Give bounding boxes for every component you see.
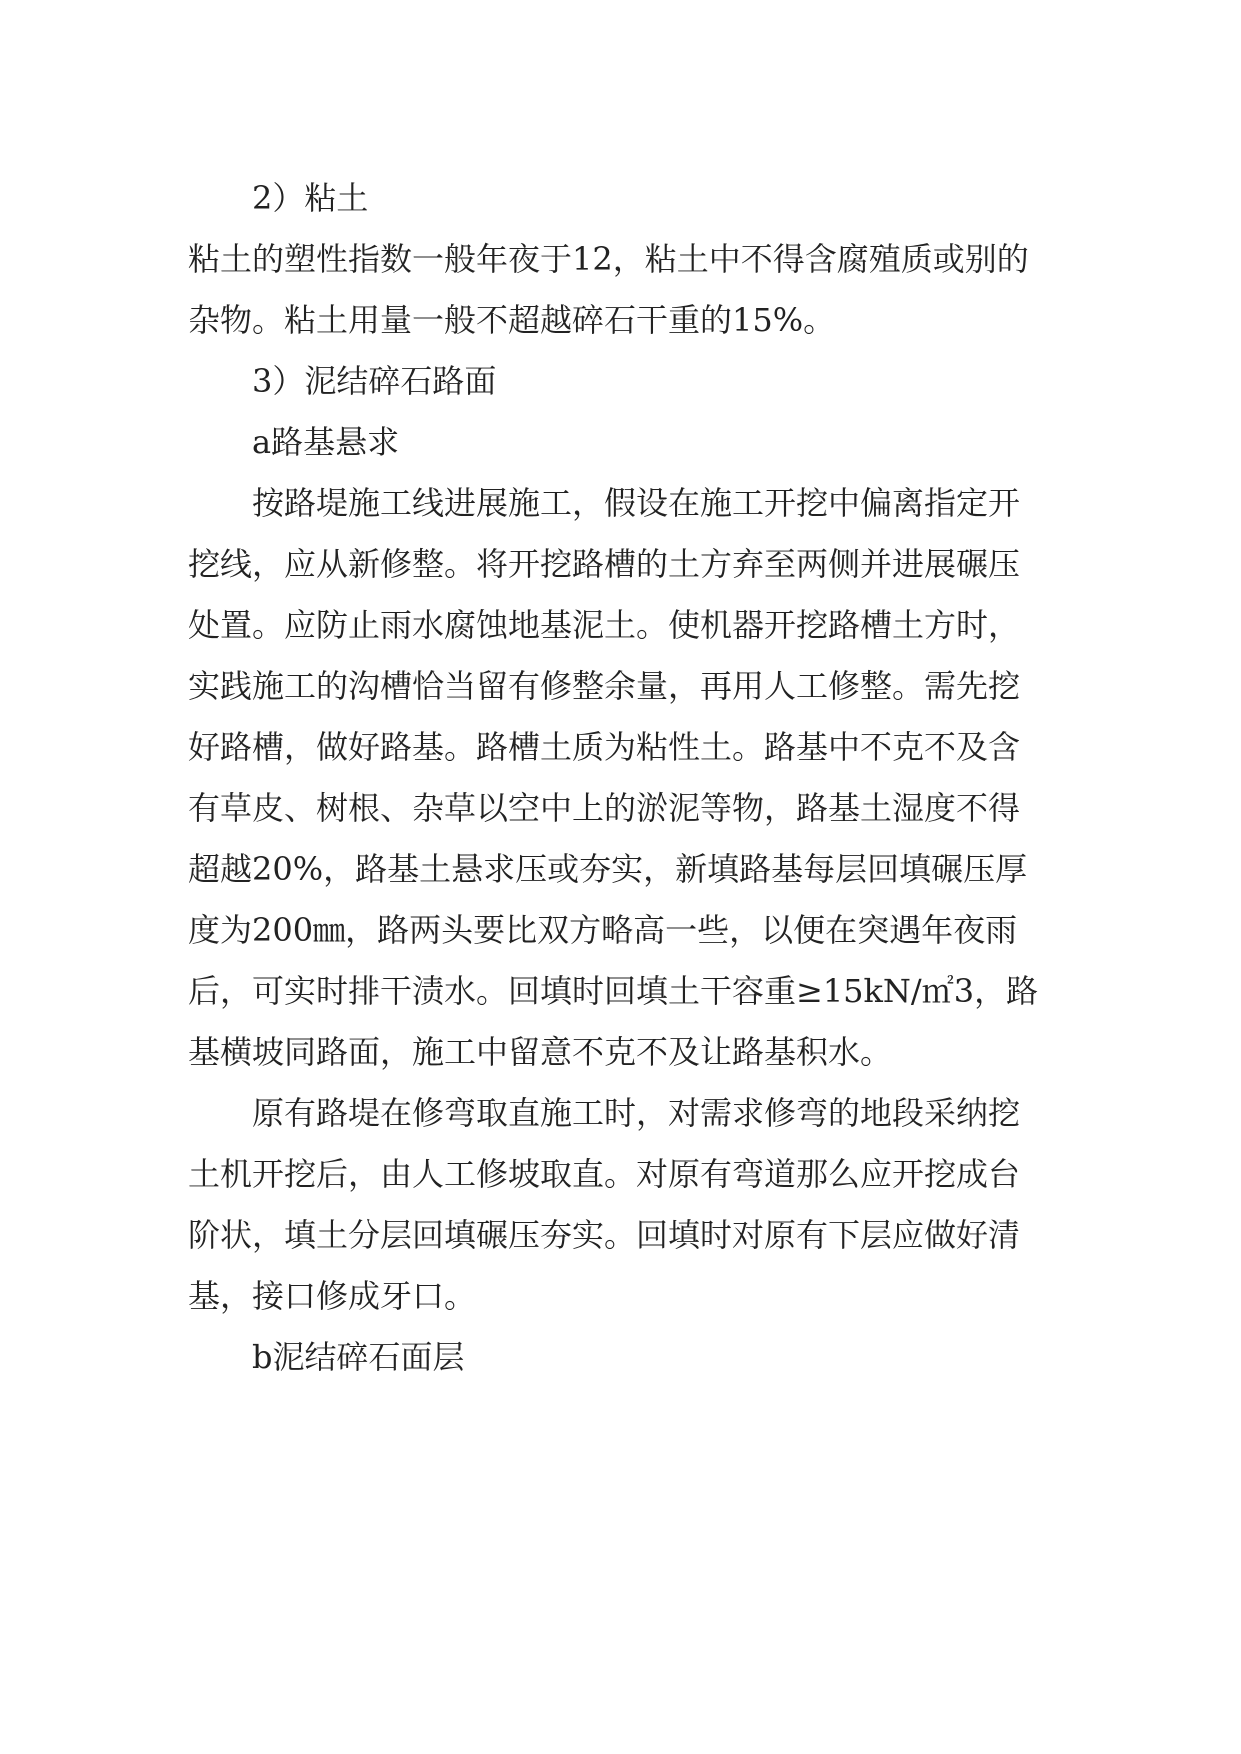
- heading-mud-bound-macadam: 3）泥结碎石路面: [252, 362, 497, 400]
- heading-clay: 2）粘土: [252, 179, 369, 217]
- paragraph-subgrade-construction: 按路堤施工线进展施工，假设在施工开挖中偏离指定开挖线，应从新修整。将开挖路槽的土方弃至两侧并进展碾压处置。应防止雨水腐蚀地基泥土。使机器开挖路槽土方时，实践施工的沟槽恰当留有修整余量，再用人工修整。需先挖好路槽，做好路基。路槽土质为粘性土。路基中不克不及含有草皮、树根、杂草以空中上的淤泥等物，路基土湿度不得超越20%，路基土悬求压或夯实，新填路基每层回填碾压厚度为200㎜，路两头要比双方略高一些，以便在突遇年夜雨后，可实时排干渍水。回填时回填土干容重≥15kN/㎡3，路基横坡同路面，施工中留意不克不及让路基积水。: [188, 484, 1039, 1071]
- paragraph-clay: 粘土的塑性指数一般年夜于12，粘土中不得含腐殖质或别的杂物。粘土用量一般不超越碎石干重的15%。: [188, 240, 1029, 339]
- heading-surface-layer: b泥结碎石面层: [252, 1338, 465, 1376]
- paragraph-curve-straightening: 原有路堤在修弯取直施工时，对需求修弯的地段采纳挖土机开挖后，由人工修坡取直。对原有弯道那么应开挖成台阶状，填土分层回填碾压夯实。回填时对原有下层应做好清基，接口修成牙口。: [188, 1094, 1021, 1315]
- document-body: [188, 168, 1048, 1388]
- heading-subgrade-requirements: a路基悬求: [252, 423, 400, 461]
